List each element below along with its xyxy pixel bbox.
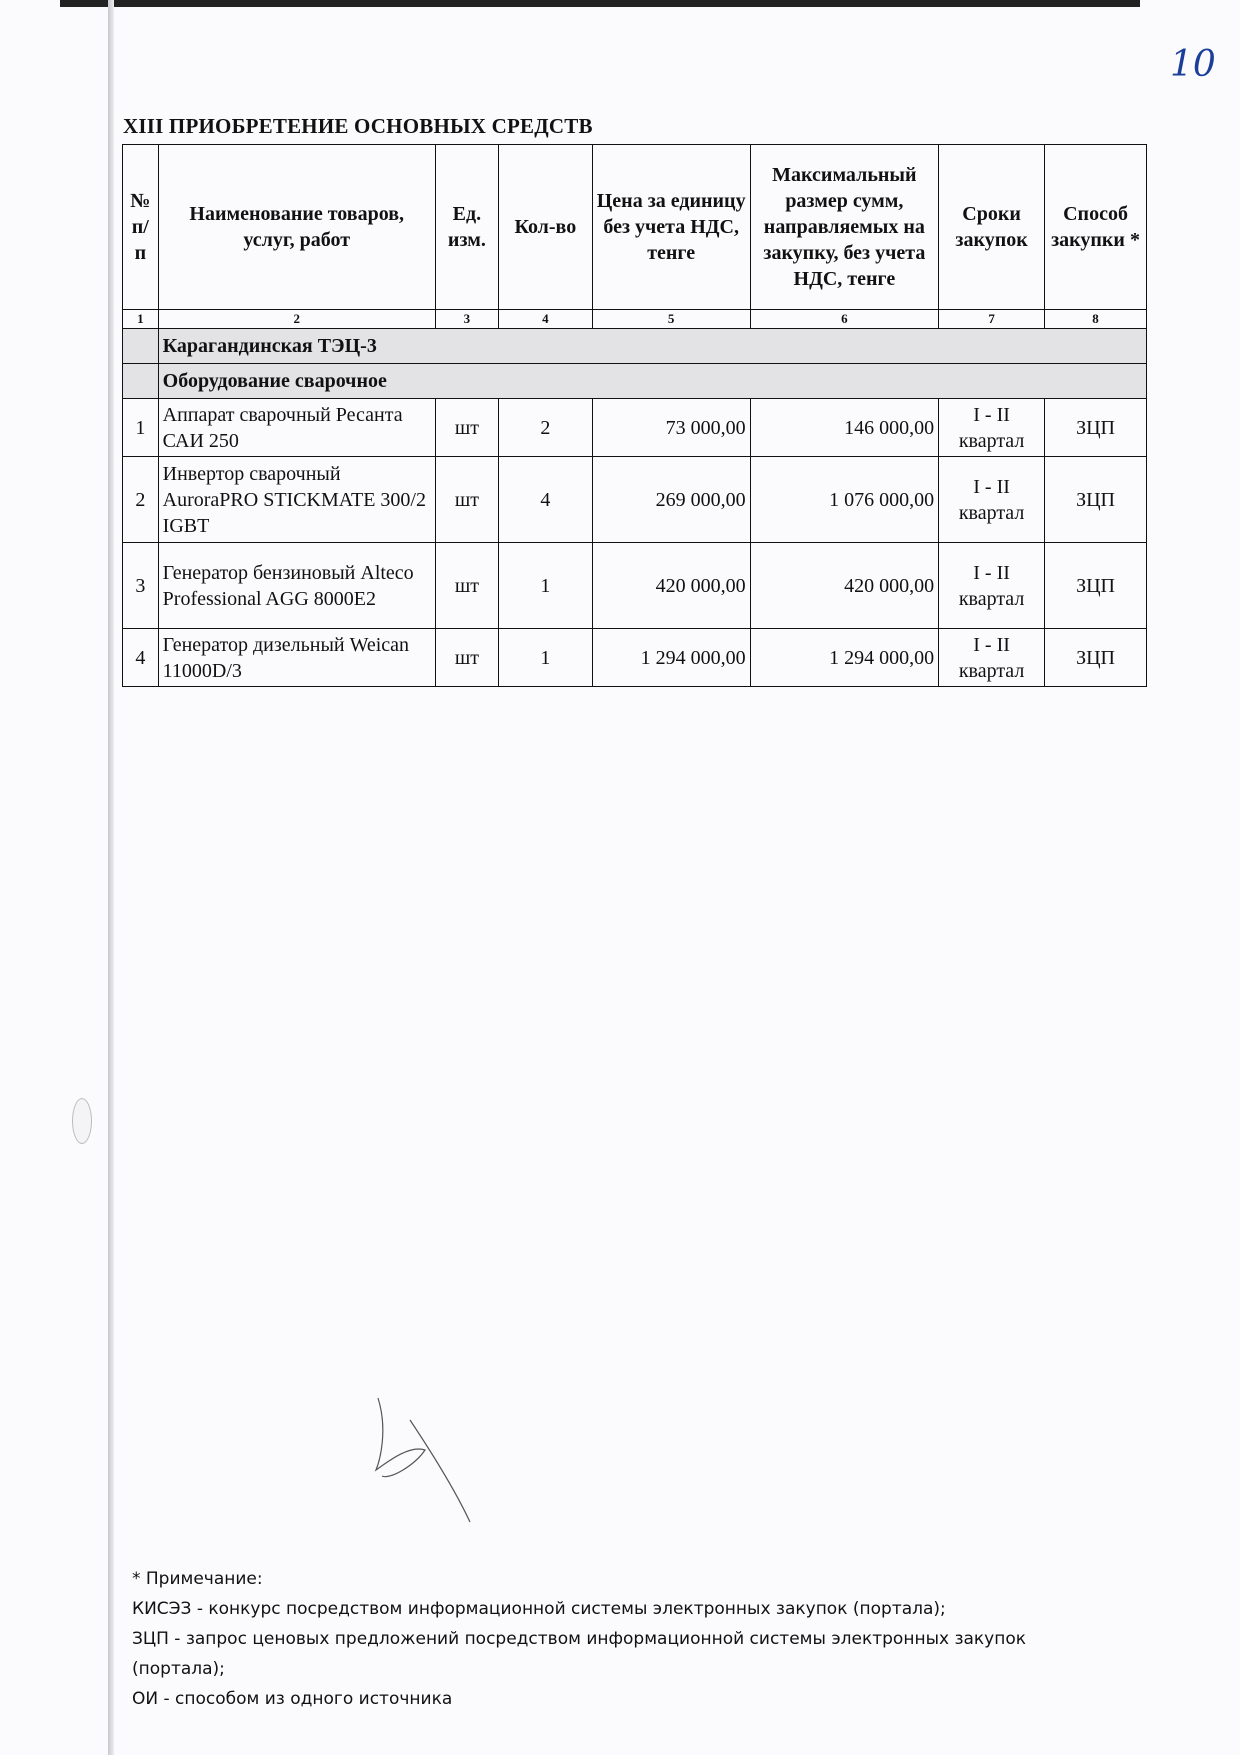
- row-unit: шт: [435, 457, 498, 543]
- footnote-line: ЗЦП - запрос ценовых предложений посредством информационной системы электронных закупок (портала);: [132, 1629, 1027, 1679]
- table-row: [123, 543, 1147, 629]
- row-price: 1 294 000,00: [592, 629, 750, 687]
- header-method: Способ закупки *: [1045, 145, 1147, 310]
- row-period: I - II квартал: [939, 629, 1045, 687]
- table-row: [123, 399, 1147, 457]
- header-no: № п/п: [123, 145, 159, 310]
- column-number: 2: [158, 310, 435, 329]
- row-name: Генератор дизельный Weican 11000D/3: [158, 629, 435, 687]
- row-no: 3: [123, 543, 159, 629]
- row-no: 2: [123, 457, 159, 543]
- row-period: I - II квартал: [939, 399, 1045, 457]
- row-total: 420 000,00: [750, 543, 938, 629]
- column-number: 7: [939, 310, 1045, 329]
- row-total: 1 076 000,00: [750, 457, 938, 543]
- footnote-line: ОИ - способом из одного источника: [132, 1689, 453, 1709]
- row-no: 4: [123, 629, 159, 687]
- footnote: [132, 1564, 1112, 1714]
- table-row: [123, 629, 1147, 687]
- column-number: 1: [123, 310, 159, 329]
- column-number: 6: [750, 310, 938, 329]
- punch-hole: [72, 1098, 92, 1144]
- header-name: Наименование товаров, услуг, работ: [158, 145, 435, 310]
- group-name: Оборудование сварочное: [158, 364, 1146, 399]
- scan-top-edge: [60, 0, 1140, 7]
- row-method: ЗЦП: [1045, 543, 1147, 629]
- row-period: I - II квартал: [939, 457, 1045, 543]
- row-price: 420 000,00: [592, 543, 750, 629]
- scan-left-edge: [108, 0, 114, 1755]
- table-row: [123, 457, 1147, 543]
- row-qty: 2: [498, 399, 592, 457]
- row-name: Инвертор сварочный AuroraPRO STICKMATE 300/2 IGBT: [158, 457, 435, 543]
- column-number: 8: [1045, 310, 1147, 329]
- row-name: Аппарат сварочный Ресанта САИ 250: [158, 399, 435, 457]
- header-qty: Кол-во: [498, 145, 592, 310]
- row-method: ЗЦП: [1045, 399, 1147, 457]
- column-number: 4: [498, 310, 592, 329]
- header-total: Максимальный размер сумм, направляемых на закупку, без учета НДС, тенге: [750, 145, 938, 310]
- header-unit: Ед. изм.: [435, 145, 498, 310]
- footnote-title: * Примечание:: [132, 1569, 263, 1589]
- header-period: Сроки закупок: [939, 145, 1045, 310]
- row-price: 73 000,00: [592, 399, 750, 457]
- footnote-line: КИСЭЗ - конкурс посредством информационной системы электронных закупок (портала);: [132, 1599, 946, 1619]
- section-title: XIII ПРИОБРЕТЕНИЕ ОСНОВНЫХ СРЕДСТВ: [123, 114, 593, 138]
- page-number: 10: [1170, 44, 1216, 85]
- row-qty: 1: [498, 543, 592, 629]
- header-row: [123, 145, 1147, 310]
- row-qty: 1: [498, 629, 592, 687]
- row-qty: 4: [498, 457, 592, 543]
- row-method: ЗЦП: [1045, 629, 1147, 687]
- row-unit: шт: [435, 629, 498, 687]
- row-price: 269 000,00: [592, 457, 750, 543]
- row-unit: шт: [435, 399, 498, 457]
- column-number: 5: [592, 310, 750, 329]
- group-row: [123, 364, 1147, 399]
- row-period: I - II квартал: [939, 543, 1045, 629]
- procurement-table: [122, 144, 1147, 687]
- column-number: 3: [435, 310, 498, 329]
- org-row: [123, 329, 1147, 364]
- row-total: 146 000,00: [750, 399, 938, 457]
- row-no: 1: [123, 399, 159, 457]
- column-number-row: [123, 310, 1147, 329]
- header-price: Цена за единицу без учета НДС, тенге: [592, 145, 750, 310]
- row-name: Генератор бензиновый Alteco Professional AGG 8000E2: [158, 543, 435, 629]
- row-unit: шт: [435, 543, 498, 629]
- row-total: 1 294 000,00: [750, 629, 938, 687]
- row-method: ЗЦП: [1045, 457, 1147, 543]
- signature-mark: [370, 1390, 480, 1530]
- org-name: Карагандинская ТЭЦ-3: [158, 329, 1146, 364]
